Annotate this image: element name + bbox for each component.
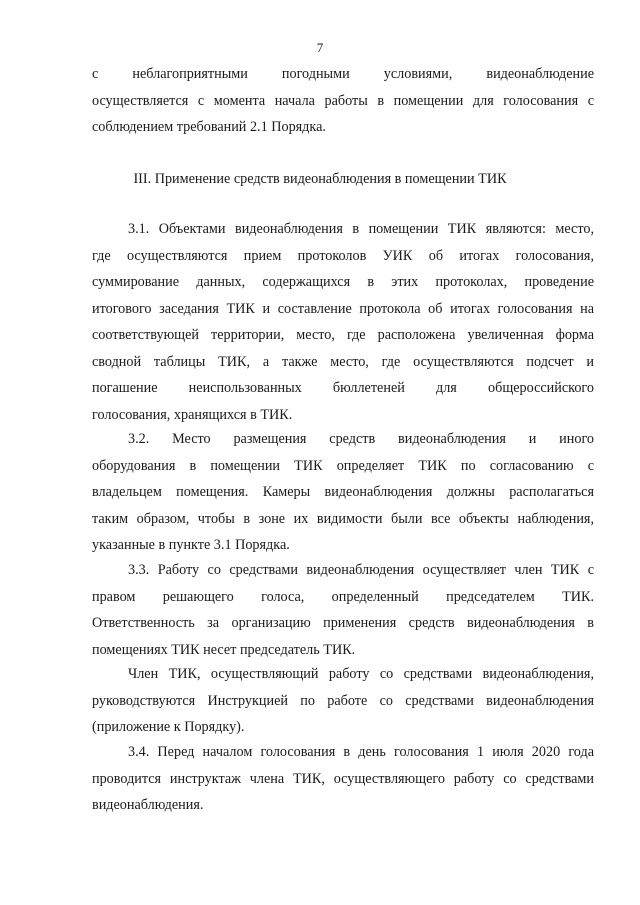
paragraph-3-4 [92, 739, 594, 819]
text-line: голосования, хранящихся в ТИК. [92, 406, 293, 423]
text-line: 3.1. Объектами видеонаблюдения в помещении ТИК являются: место, [128, 221, 594, 237]
text-line: (приложение к Порядку). [92, 719, 245, 735]
text-line: соответствующей территории, место, где расположена увеличенная форма [92, 327, 594, 343]
paragraph-3-1 [92, 216, 594, 428]
text-line: помещениях ТИК несет председатель ТИК. [92, 641, 356, 658]
text-line: Ответственность за организацию применения средств видеонаблюдения в [92, 615, 594, 631]
section-heading: III. Применение средств видеонаблюдения в помещении ТИК [133, 171, 507, 187]
text-line: суммирование данных, содержащихся в этих протоколах, проведение [92, 274, 594, 290]
text-line: итогового заседания ТИК и составление протокола об итогах голосования на [92, 300, 594, 317]
text-line: 3.2. Место размещения средств видеонаблюдения и иного [128, 431, 594, 447]
text-line: 3.3. Работу со средствами видеонаблюдения осуществляет член ТИК с [128, 562, 594, 578]
text-line: правом решающего голоса, определенный председателем ТИК. [92, 588, 594, 605]
text-line: 3.4. Перед началом голосования в день голосования 1 июля 2020 года [128, 744, 594, 760]
text-line: указанные в пункте 3.1 Порядка. [92, 537, 290, 553]
text-line: погашение неиспользованных бюллетеней для общероссийского [92, 380, 594, 396]
text-line: с неблагоприятными погодными условиями, видеонаблюдение [92, 66, 594, 82]
text-line: оборудования в помещении ТИК определяет ТИК по согласованию с [92, 457, 594, 474]
text-line: руководствуются Инструкцией по работе со средствами видеонаблюдения [92, 692, 594, 709]
text-line: Член ТИК, осуществляющий работу со средствами видеонаблюдения, [128, 666, 594, 682]
text-line: владельцем помещения. Камеры видеонаблюдения должны располагаться [92, 484, 594, 500]
text-line: сводной таблицы ТИК, а также место, где осуществляются подсчет и [92, 353, 594, 370]
text-line: соблюдением требований 2.1 Порядка. [92, 119, 326, 135]
paragraph-3-2 [92, 426, 594, 559]
paragraph-member [92, 661, 594, 741]
text-line: осуществляется с момента начала работы в помещении для голосования с [92, 92, 594, 109]
text-line: проводится инструктаж члена ТИК, осуществляющего работу со средствами [92, 770, 594, 787]
text-line: таким образом, чтобы в зоне их видимости были все объекты наблюдения, [92, 510, 594, 527]
paragraph-continuation [92, 61, 594, 141]
text-line: видеонаблюдения. [92, 797, 204, 813]
text-line: где осуществляются прием протоколов УИК об итогах голосования, [92, 247, 594, 264]
paragraph-3-3 [92, 557, 594, 663]
page-number: 7 [316, 40, 324, 55]
